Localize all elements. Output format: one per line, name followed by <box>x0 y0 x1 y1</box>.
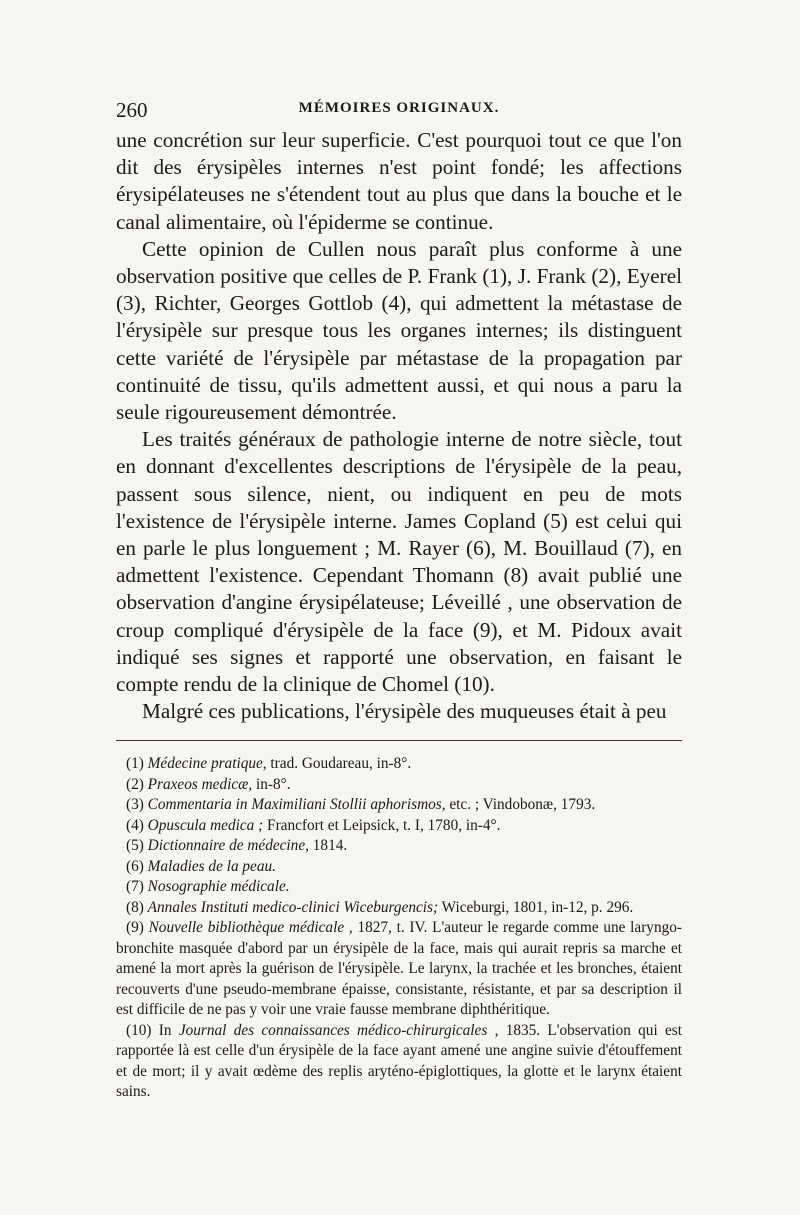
page-header <box>116 98 682 128</box>
footnote-separator <box>116 740 682 741</box>
paragraph: Cette opinion de Cullen nous paraît plus conforme à une observation positive que celles de P. Frank (1), J. Frank (2), Eyerel (3), Richter, Georges Gottlob (4), qui admettent la métastase de l'érysipèle sur presque tous les organes internes; ils distinguent cette variété de l'érysipèle par métastase de la propagation par continuité de tissu, qu'ils admettent aussi, et qui nous a paru la seule rigoureusement démontrée. <box>116 236 682 425</box>
footnote <box>116 1021 682 1103</box>
footnote <box>116 857 682 878</box>
footnote-number: (10) <box>126 1021 152 1039</box>
footnote-text: in-8°. <box>252 775 291 793</box>
paragraph: Malgré ces publications, l'érysipèle des muqueuses était à peu <box>142 699 667 724</box>
footnote-text: 1835. L'observation qui est rapportée là est celle d'un érysipèle de la face ayant amené une angine suivie d'étouffement et de mort; il y avait œdème des replis aryténo-épiglottiques, la glotte et le larynx étaient sains. <box>116 1021 682 1100</box>
footnote-title: Journal des connaissances médico-chirurgicales , <box>178 1021 499 1039</box>
footnote-text: 1827, t. IV. L'auteur le regarde comme une laryngo-bronchite masquée d'abord par un érysipèle de la face, mais qui aurait repris sa marche et amené la mort après la guérison de l'érysipèle. Le larynx, la trachée et les bronches, étaient recouverts d'une pseudo-membrane épaisse, consistante, résistante, et par sa description il est difficile de ne pas y voir une vraie fausse membrane diphthéritique. <box>116 919 682 1018</box>
footnote-title: Nosographie médicale. <box>147 878 290 895</box>
footnotes <box>116 754 682 1103</box>
footnote <box>116 898 682 919</box>
footnote-title: Médecine pratique, <box>147 755 267 772</box>
footnote-number: (9) <box>126 919 144 936</box>
footnote <box>116 775 682 796</box>
page-number: 260 <box>116 98 148 122</box>
footnote-number: (3) <box>126 796 144 813</box>
footnote-number: (6) <box>126 857 144 875</box>
footnote-text: etc. ; Vindobonæ, 1793. <box>445 796 596 813</box>
footnote-title: Opuscula medica ; <box>147 816 264 834</box>
footnote-number: (4) <box>126 816 144 834</box>
footnote-text: 1814. <box>308 837 348 854</box>
footnote <box>116 816 682 837</box>
running-head: MÉMOIRES ORIGINAUX. <box>298 100 500 116</box>
footnote <box>116 754 682 775</box>
paragraph: Les traités généraux de pathologie interne de notre siècle, tout en donnant d'excellentes descriptions de l'érysipèle de la peau, passent sous silence, nient, ou indiquent en peu de mots l'existence de l'érysipèle interne. James Copland (5) est celui qui en parle le plus longuement ; M. Rayer (6), M. Bouillaud (7), en admettent l'existence. Cependant Thomann (8) avait publié une observation d'angine érysipélateuse; Léveillé , une observation de croup compliqué d'érysipèle de la face (9), et M. Pidoux avait indiqué ses signes et rapporté une observation, en faisant le compte rendu de la clinique de Chomel (10). <box>116 427 682 697</box>
footnote-number: (8) <box>126 898 144 916</box>
footnote-text: trad. Goudareau, in-8°. <box>266 755 412 772</box>
paragraph: une concrétion sur leur superficie. C'est pourquoi tout ce que l'on dit des érysipèles internes n'est point fondé; les affections érysipélateuses ne s'étendent tout au plus que dans la bouche et le canal alimentaire, où l'épiderme se continue. <box>116 128 682 234</box>
footnote-title: Dictionnaire de médecine, <box>147 837 309 854</box>
footnote <box>116 836 682 857</box>
footnote-number: (1) <box>126 755 144 772</box>
footnote <box>116 918 682 1021</box>
footnote-number: (2) <box>126 775 144 793</box>
footnote-title: Maladies de la peau. <box>147 857 276 875</box>
footnote-title: Praxeos medicæ, <box>147 775 253 793</box>
footnote <box>116 795 682 816</box>
footnote <box>116 877 682 898</box>
footnote-title: Commentaria in Maximiliani Stollii aphorismos, <box>147 796 446 813</box>
footnote-text: Wiceburgi, 1801, in-12, p. 296. <box>438 898 634 916</box>
main-text <box>116 127 682 725</box>
footnote-title: Nouvelle bibliothèque médicale , <box>148 919 353 936</box>
footnote-prefix: In <box>151 1021 179 1039</box>
footnote-number: (5) <box>126 837 144 854</box>
footnote-text: Francfort et Leipsick, t. I, 1780, in-4°. <box>263 816 501 834</box>
footnote-title: Annales Instituti medico-clinici Wiceburgencis; <box>147 898 439 916</box>
footnote-number: (7) <box>126 878 144 895</box>
